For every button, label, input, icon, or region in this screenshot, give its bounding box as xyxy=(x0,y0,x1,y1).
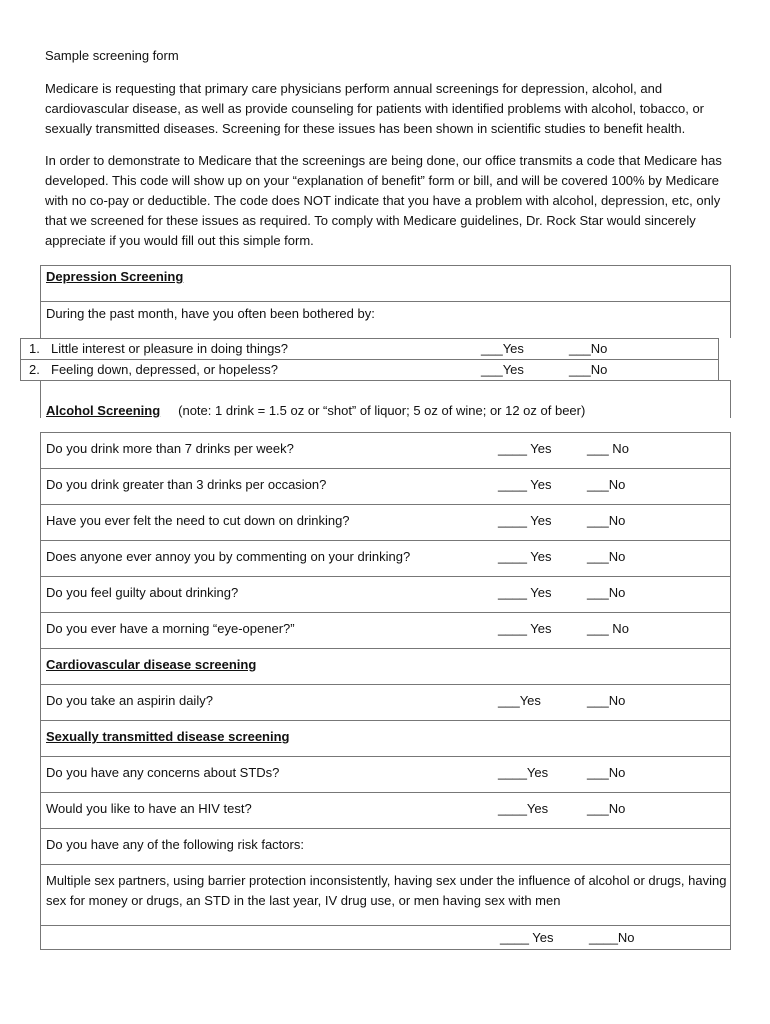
risk-prompt: Do you have any of the following risk factors: xyxy=(46,837,304,852)
alcohol-question-row xyxy=(40,504,731,541)
no-option[interactable]: ____No xyxy=(589,930,635,945)
intro-line: sexually transmitted diseases. Screening for these issues has been shown in scientific studies to benefit health. xyxy=(45,121,686,136)
cardio-heading: Cardiovascular disease screening xyxy=(46,657,257,672)
alcohol-question-row xyxy=(40,540,731,577)
depression-heading: Depression Screening xyxy=(46,269,184,284)
std-heading: Sexually transmitted disease screening xyxy=(46,729,290,744)
alcohol-question-row xyxy=(40,432,731,469)
intro-line: that we screened for these issues as required. To comply with Medicare guidelines, Dr. Rock Star would sincerely xyxy=(45,213,696,228)
intro-line: with no co-pay or deductible. The code does NOT indicate that you have a problem with alcohol, depression, etc, only xyxy=(45,193,721,208)
no-option[interactable]: ___No xyxy=(587,549,626,564)
form-bottom-border xyxy=(40,949,731,950)
std-question-row xyxy=(40,792,731,829)
risk-answer-row xyxy=(40,925,731,950)
yes-option[interactable]: ____ Yes xyxy=(498,477,552,492)
no-option[interactable]: ___ No xyxy=(587,621,629,636)
no-option[interactable]: ___No xyxy=(569,341,608,356)
yes-option[interactable]: ____ Yes xyxy=(498,513,552,528)
depression-prompt-row xyxy=(40,301,731,338)
question-text: Do you drink greater than 3 drinks per occasion? xyxy=(46,477,327,492)
intro-line: Medicare is requesting that primary care physicians perform annual screenings for depression, alcohol, and xyxy=(45,81,663,96)
cardio-question-row xyxy=(40,684,731,721)
question-text: Have you ever felt the need to cut down on drinking? xyxy=(46,513,350,528)
yes-option[interactable]: ____ Yes xyxy=(498,585,552,600)
alcohol-heading-row xyxy=(40,380,731,418)
risk-factors-line: sex for money or drugs, an STD in the last year, IV drug use, or men having sex with men xyxy=(46,893,561,908)
depression-prompt: During the past month, have you often been bothered by: xyxy=(46,306,375,321)
intro-paragraph-2 xyxy=(45,151,735,251)
question-text: Do you have any concerns about STDs? xyxy=(46,765,280,780)
no-option[interactable]: ___No xyxy=(587,585,626,600)
alcohol-heading: Alcohol Screening xyxy=(46,403,161,418)
yes-option[interactable]: ___Yes xyxy=(481,341,524,356)
form-title: Sample screening form xyxy=(45,48,179,63)
no-option[interactable]: ___No xyxy=(587,801,626,816)
item-number: 2. xyxy=(29,362,40,377)
alcohol-note: (note: 1 drink = 1.5 oz or “shot” of liquor; 5 oz of wine; or 12 oz of beer) xyxy=(178,403,586,418)
no-option[interactable]: ___No xyxy=(569,362,608,377)
intro-section xyxy=(45,46,735,263)
alcohol-heading-line xyxy=(46,401,585,421)
std-question-row xyxy=(40,756,731,793)
item-number: 1. xyxy=(29,341,40,356)
yes-option[interactable]: ____ Yes xyxy=(498,549,552,564)
intro-paragraph-1 xyxy=(45,79,735,139)
no-option[interactable]: ___ No xyxy=(587,441,629,456)
no-option[interactable]: ___No xyxy=(587,477,626,492)
question-text: Do you ever have a morning “eye-opener?” xyxy=(46,621,295,636)
item-text: Feeling down, depressed, or hopeless? xyxy=(51,362,278,377)
intro-line: In order to demonstrate to Medicare that the screenings are being done, our office transmits a code that Medicare has xyxy=(45,153,722,168)
question-text: Do you feel guilty about drinking? xyxy=(46,585,239,600)
std-heading-row xyxy=(40,720,731,757)
intro-line: cardiovascular disease, as well as provide counseling for patients with identified problems with alcohol, tobacco, or xyxy=(45,101,705,116)
depression-heading-row xyxy=(40,265,731,302)
risk-factors-line: Multiple sex partners, using barrier protection inconsistently, having sex under the influence of alcohol or drugs, having xyxy=(46,873,727,888)
question-text: Do you drink more than 7 drinks per week? xyxy=(46,441,294,456)
question-text: Does anyone ever annoy you by commenting on your drinking? xyxy=(46,549,411,564)
no-option[interactable]: ___No xyxy=(587,513,626,528)
no-option[interactable]: ___No xyxy=(587,765,626,780)
item-text: Little interest or pleasure in doing things? xyxy=(51,341,289,356)
intro-line: appreciate if you would fill out this simple form. xyxy=(45,233,314,248)
question-text: Do you take an aspirin daily? xyxy=(46,693,213,708)
cardio-heading-row xyxy=(40,648,731,685)
yes-option[interactable]: ____Yes xyxy=(498,765,549,780)
depression-item xyxy=(21,339,718,359)
alcohol-question-row xyxy=(40,576,731,613)
yes-option[interactable]: ____Yes xyxy=(498,801,549,816)
alcohol-question-row xyxy=(40,612,731,649)
yes-option[interactable]: ____ Yes xyxy=(498,621,552,636)
question-text: Would you like to have an HIV test? xyxy=(46,801,252,816)
no-option[interactable]: ___No xyxy=(587,693,626,708)
alcohol-question-row xyxy=(40,468,731,505)
depression-item xyxy=(21,360,718,380)
risk-prompt-row xyxy=(40,828,731,865)
yes-option[interactable]: ____ Yes xyxy=(498,441,552,456)
yes-option[interactable]: ____ Yes xyxy=(500,930,554,945)
depression-items-table xyxy=(20,338,719,381)
yes-option[interactable]: ___Yes xyxy=(498,693,541,708)
risk-factors-row xyxy=(40,864,731,926)
intro-line: developed. This code will show up on your “explanation of benefit” form or bill, and will be covered 100% by Medicare xyxy=(45,173,719,188)
yes-option[interactable]: ___Yes xyxy=(481,362,524,377)
